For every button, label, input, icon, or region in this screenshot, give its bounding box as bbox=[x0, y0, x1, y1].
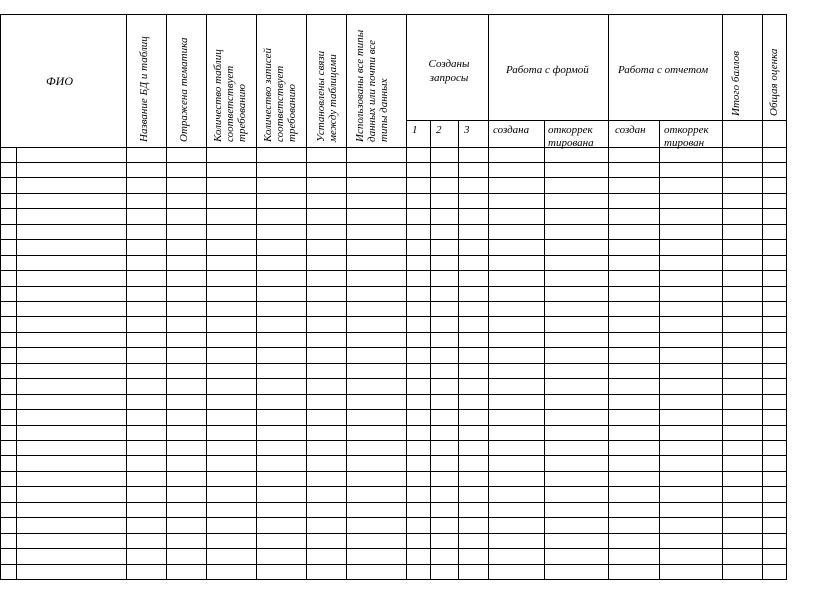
overall-grade-header: Общая оценка bbox=[768, 48, 780, 116]
table-row-line bbox=[0, 533, 786, 534]
table-row-line bbox=[0, 270, 786, 271]
form-created: создана bbox=[493, 124, 530, 136]
db-name-header: Название БД и таблиц bbox=[138, 36, 150, 142]
query-2: 2 bbox=[436, 124, 442, 136]
report-work-header: Работа с отчетом bbox=[618, 64, 709, 76]
fio-header: ФИО bbox=[46, 74, 73, 88]
table-row-line bbox=[0, 286, 786, 287]
table-row-line bbox=[0, 224, 786, 225]
table-row-line bbox=[0, 394, 786, 395]
report-corrected: откоррек тирован bbox=[664, 124, 709, 149]
topic-header: Отражена тематика bbox=[178, 37, 190, 142]
table-row-line bbox=[0, 517, 786, 518]
table-row-line bbox=[0, 208, 786, 209]
table-row-line bbox=[0, 425, 786, 426]
data-types-header: Использованы все типы данных или почти все типы данных bbox=[354, 29, 390, 142]
table-row-line bbox=[0, 255, 786, 256]
query-1: 1 bbox=[412, 124, 418, 136]
table-row-line bbox=[0, 332, 786, 333]
table-row-line bbox=[0, 486, 786, 487]
tables-count-header: Количество таблиц соответствует требованию bbox=[212, 49, 248, 142]
records-count-header: Количество записей соответствует требованию bbox=[262, 47, 298, 142]
table-row-line bbox=[0, 564, 786, 565]
table-row-line bbox=[0, 347, 786, 348]
table-row-line bbox=[0, 316, 786, 317]
table-row-line bbox=[0, 301, 786, 302]
table-row-line bbox=[0, 378, 786, 379]
total-points-header: Итого баллов bbox=[730, 51, 742, 116]
table-row-line bbox=[0, 363, 786, 364]
table-row-line bbox=[0, 177, 786, 178]
queries-header: Созданы запросы bbox=[428, 58, 470, 84]
table-row-line bbox=[0, 193, 786, 194]
table-row-line bbox=[0, 471, 786, 472]
table-row-line bbox=[0, 455, 786, 456]
query-3: 3 bbox=[464, 124, 470, 136]
table-row-line bbox=[0, 548, 786, 549]
table-row-line bbox=[0, 239, 786, 240]
relations-header: Установлены связи между таблицами bbox=[315, 50, 339, 142]
table-row-line bbox=[0, 440, 786, 441]
report-created: создан bbox=[615, 124, 646, 136]
table-row-line bbox=[0, 502, 786, 503]
form-work-header: Работа с формой bbox=[506, 64, 589, 76]
form-corrected: откоррек тирована bbox=[548, 124, 594, 149]
table-row-line bbox=[0, 409, 786, 410]
